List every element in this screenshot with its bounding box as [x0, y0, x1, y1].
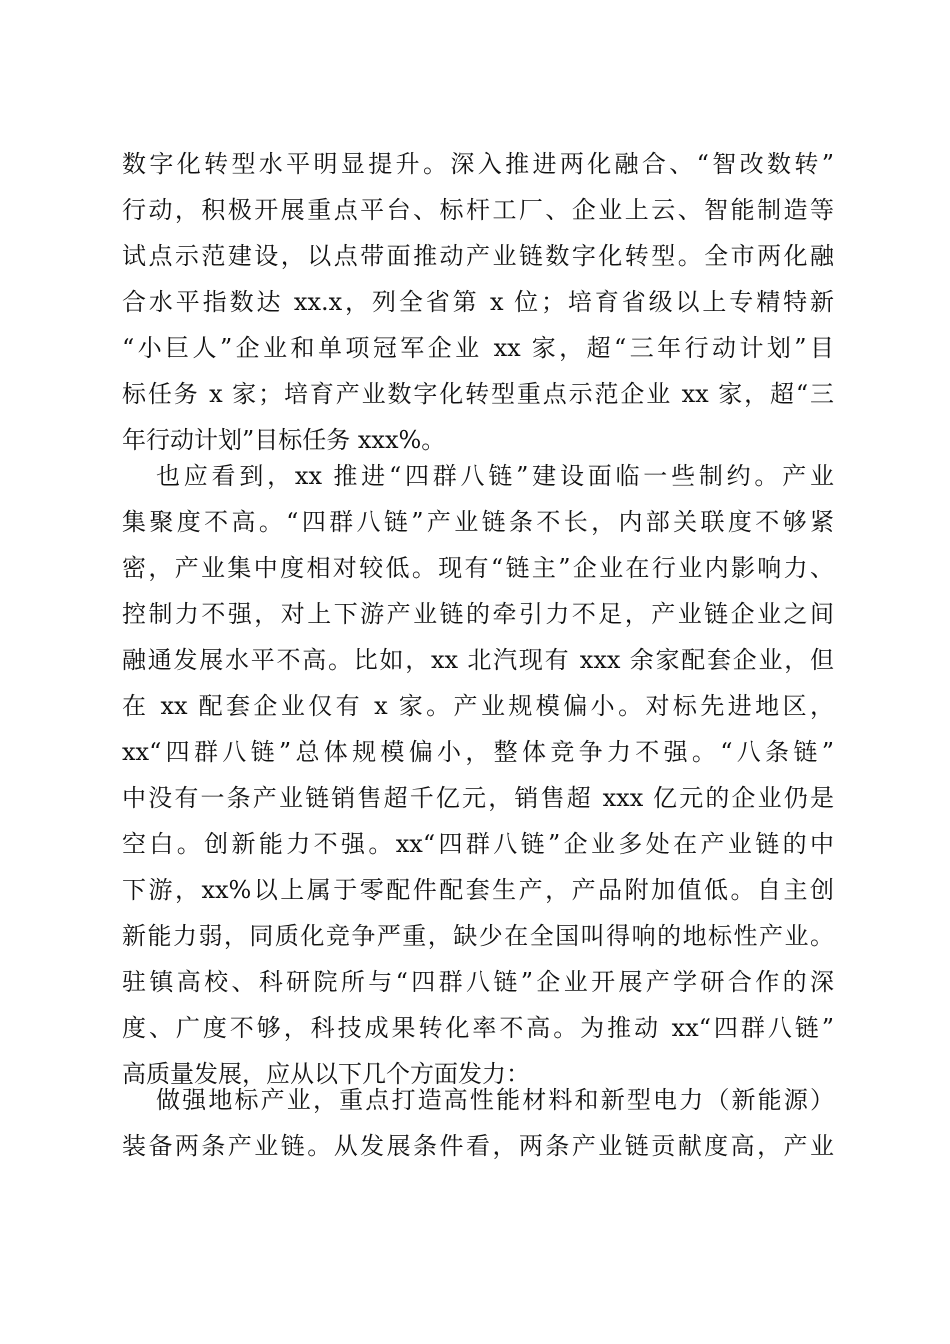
text-line: 合水平指数达 xx.x，列全省第 x 位；培育省级以上专精特新 [122, 288, 834, 316]
text-line: 做强地标产业，重点打造高性能材料和新型电力（新能源） [156, 1086, 834, 1114]
paragraph-digital-transformation [122, 141, 834, 463]
text-line: 驻镇高校、科研院所与“四群八链”企业开展产学研合作的深 [122, 968, 834, 996]
text-line: 控制力不强，对上下游产业链的牵引力不足，产业链企业之间 [122, 600, 834, 628]
text-line: 也应看到，xx 推进“四群八链”建设面临一些制约。产业 [156, 462, 834, 490]
text-line: xx“四群八链”总体规模偏小，整体竞争力不强。“八条链” [122, 738, 834, 766]
text-line: 度、广度不够，科技成果转化率不高。为推动 xx“四群八链” [122, 1014, 834, 1042]
text-line: 标任务 x 家；培育产业数字化转型重点示范企业 xx 家，超“三 [122, 380, 834, 408]
paragraph-constraints [122, 453, 834, 1097]
text-line: 中没有一条产业链销售超千亿元，销售超 xxx 亿元的企业仍是 [122, 784, 834, 812]
text-line: 空白。创新能力不强。xx“四群八链”企业多处在产业链的中 [122, 830, 834, 858]
text-line: 装备两条产业链。从发展条件看，两条产业链贡献度高，产业 [122, 1132, 834, 1160]
text-line: 密，产业集中度相对较低。现有“链主”企业在行业内影响力、 [122, 554, 834, 582]
text-line: 新能力弱，同质化竞争严重，缺少在全国叫得响的地标性产业。 [122, 922, 834, 950]
text-line: 年行动计划”目标任务 xxx%。 [122, 426, 446, 454]
paragraph-landmark-industry [122, 1077, 834, 1169]
text-line: 下游，xx%以上属于零配件配套生产，产品附加值低。自主创 [122, 876, 834, 904]
text-line: “小巨人”企业和单项冠军企业 xx 家，超“三年行动计划”目 [122, 334, 834, 362]
text-line: 试点示范建设，以点带面推动产业链数字化转型。全市两化融 [122, 242, 834, 270]
text-line: 集聚度不高。“四群八链”产业链条不长，内部关联度不够紧 [122, 508, 834, 536]
text-line: 高质量发展，应从以下几个方面发力： [122, 1060, 530, 1088]
text-line: 在 xx 配套企业仅有 x 家。产业规模偏小。对标先进地区， [122, 692, 834, 720]
text-line: 融通发展水平不高。比如，xx 北汽现有 xxx 余家配套企业，但 [122, 646, 834, 674]
text-line: 数字化转型水平明显提升。深入推进两化融合、“智改数转” [122, 150, 834, 178]
text-line: 行动，积极开展重点平台、标杆工厂、企业上云、智能制造等 [122, 196, 834, 224]
